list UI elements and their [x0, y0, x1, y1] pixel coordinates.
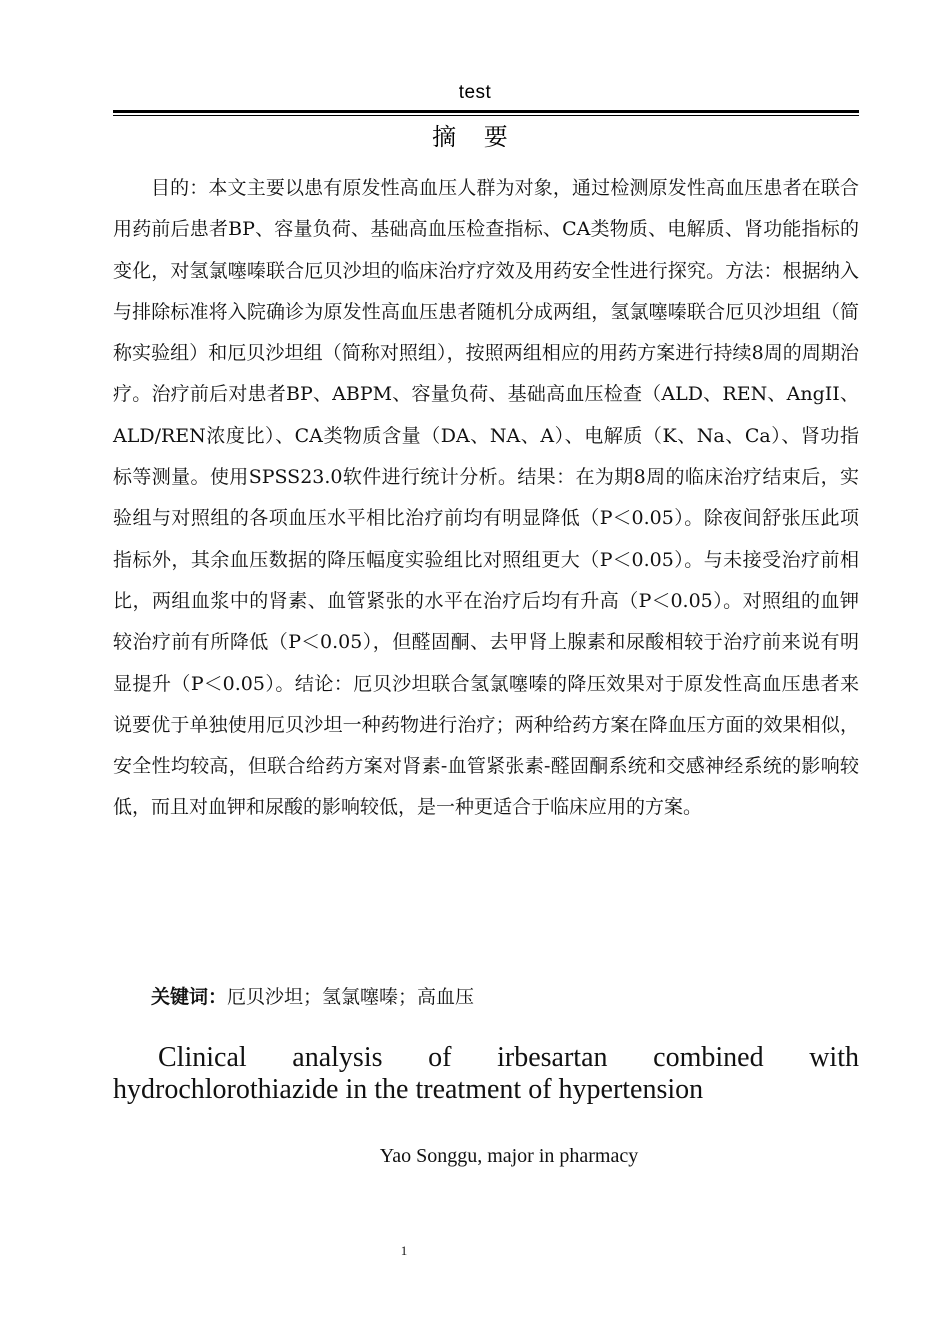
keywords-label: 关键词：: [151, 986, 228, 1008]
keywords-line: [113, 980, 859, 1014]
header-rule-thin: [113, 115, 859, 116]
running-header: test: [458, 82, 492, 103]
abstract-body: 目的：本文主要以患有原发性高血压人群为对象，通过检测原发性高血压患者在联合用药前后患者BP、容量负荷、基础高血压检查指标、CA类物质、电解质、肾功能指标的变化，对氢氯噻嗪联合厄贝沙坦的临床治疗疗效及用药安全性进行探究。方法：根据纳入与排除标准将入院确诊为原发性高血压患者随机分成两组，氢氯噻嗪联合厄贝沙坦组（简称实验组）和厄贝沙坦组（简称对照组），按照两组相应的用药方案进行持续8周的周期治疗。治疗前后对患者BP、ABPM、容量负荷、基础高血压检查（ALD、REN、AngII、ALD/REN浓度比）、CA类物质含量（DA、NA、A）、电解质（K、Na、Ca）、肾功指标等测量。使用SPSS23.0软件进行统计分析。结果：在为期8周的临床治疗结束后，实验组与对照组的各项血压水平相比治疗前均有明显降低（P＜0.05）。除夜间舒张压此项指标外，其余血压数据的降压幅度实验组比对照组更大（P＜0.05）。与未接受治疗前相比，两组血浆中的肾素、血管紧张的水平在治疗后均有升高（P＜0.05）。对照组的血钾较治疗前有所降低（P＜0.05），但醛固酮、去甲肾上腺素和尿酸相较于治疗前来说有明显提升（P＜0.05）。结论：厄贝沙坦联合氢氯噻嗪的降压效果对于原发性高血压患者来说要优于单独使用厄贝沙坦一种药物进行治疗；两种给药方案在降血压方面的效果相似，安全性均较高，但联合给药方案对肾素-血管紧张素-醛固酮系统和交感神经系统的影响较低，而且对血钾和尿酸的影响较低，是一种更适合于临床应用的方案。: [113, 177, 859, 819]
english-title-line2: hydrochlorothiazide in the treatment of hypertension: [113, 1074, 704, 1105]
english-title-line1: Clinical analysis of irbesartan combined with: [158, 1042, 859, 1073]
header-rule-thick: [113, 110, 859, 113]
page-number: 1: [400, 1243, 408, 1258]
keywords-value: 厄贝沙坦；氢氯噻嗪；高血压: [227, 986, 475, 1008]
author-line: Yao Songgu, major in pharmacy: [379, 1145, 639, 1167]
english-title: [113, 1042, 859, 1106]
abstract-title: 摘 要: [432, 123, 518, 151]
